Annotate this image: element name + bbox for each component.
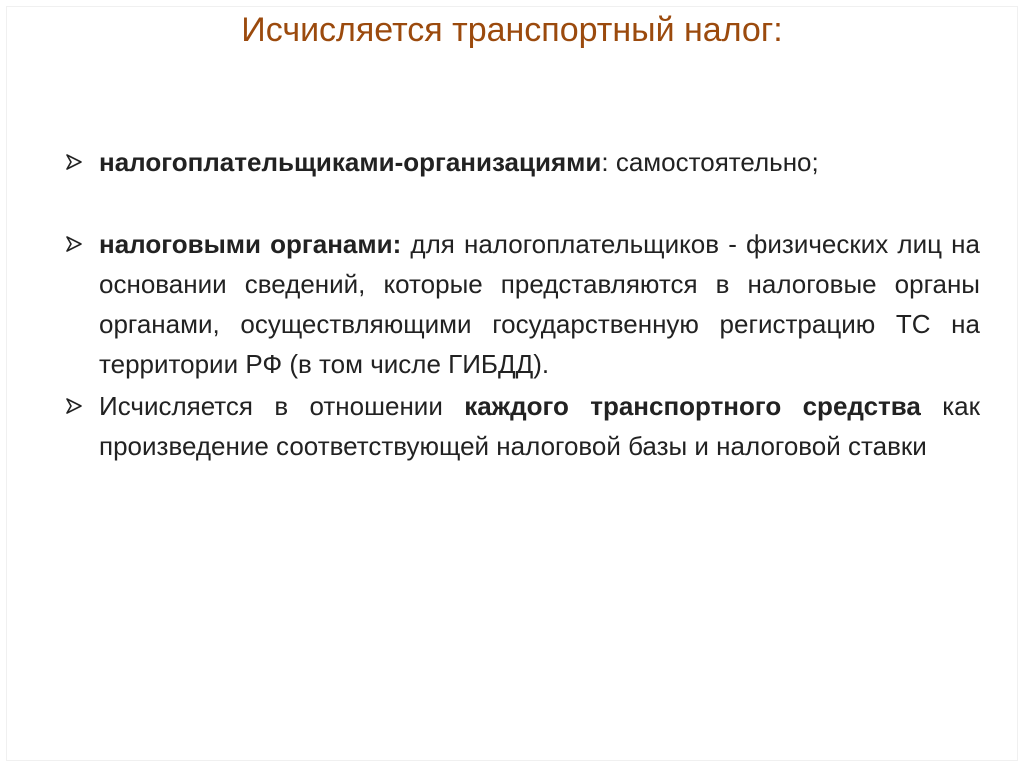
bullet-prefix-text: Исчисляется в отношении: [99, 391, 465, 421]
bullet-text: как произведение соответствующей налоговой базы и налоговой ставки: [99, 391, 980, 461]
bullet-text: для налогоплательщиков - физических лиц на основании сведений, которые представляются в налоговые органы органами, осуществляющими государственную регистрацию ТС на территории РФ (в том числе ГИБДД).: [99, 229, 980, 379]
bullet-item: [65, 386, 980, 466]
arrow-bullet-icon: [65, 235, 83, 253]
arrow-bullet-icon: [65, 397, 83, 415]
bullet-bold-text: налогоплательщиками-организациями: [99, 147, 602, 177]
slide-content: [65, 142, 980, 466]
bullet-bold-text: налоговыми органами:: [99, 229, 402, 259]
arrow-bullet-icon: [65, 153, 83, 171]
bullet-text: : самостоятельно;: [601, 147, 819, 177]
bullet-item: [65, 224, 980, 384]
slide-title: Исчисляется транспортный налог:: [241, 11, 783, 49]
bullet-bold-text: каждого транспортного средства: [464, 391, 921, 421]
bullet-item: [65, 142, 980, 182]
